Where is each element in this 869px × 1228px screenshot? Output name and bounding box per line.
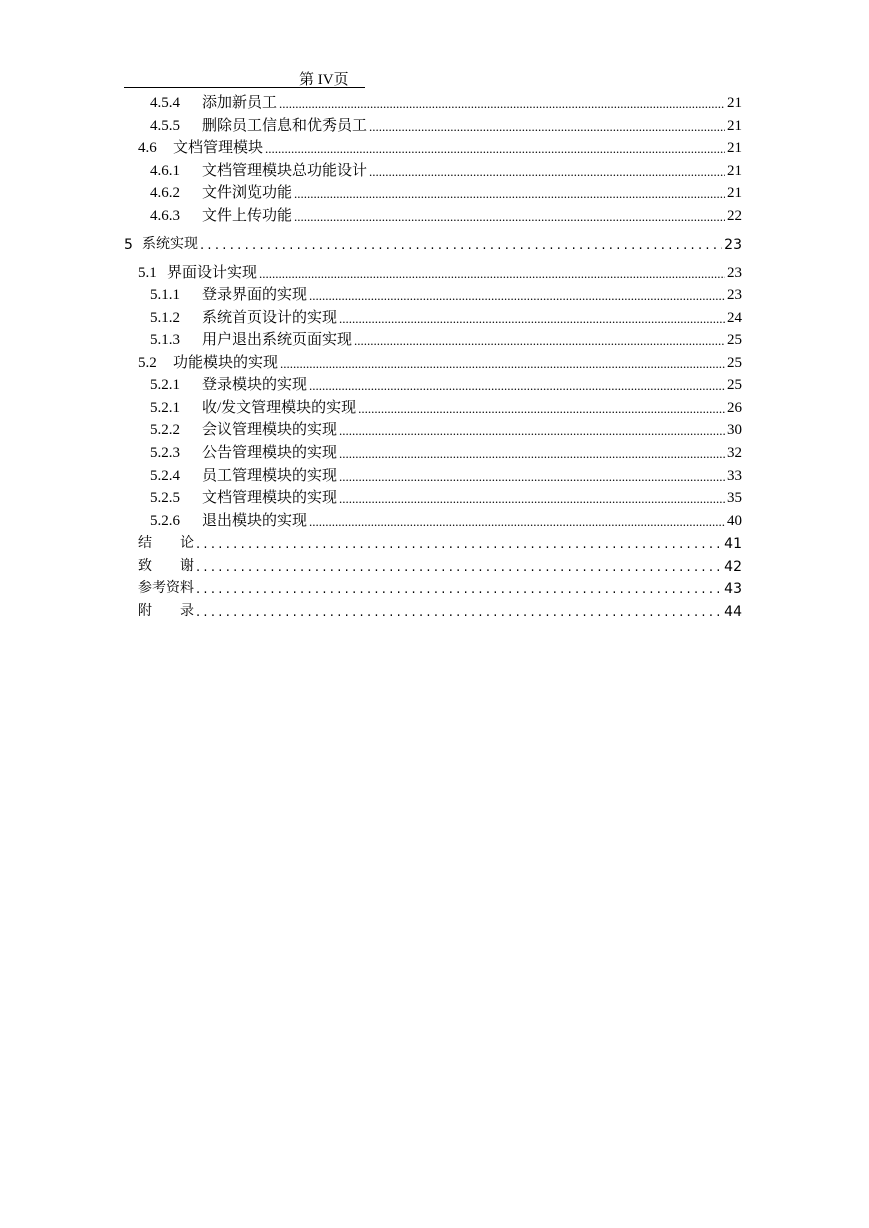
toc-entry-5-2-4[interactable]	[150, 463, 742, 485]
toc-page: 35	[727, 490, 742, 506]
toc-leader-dots	[309, 288, 725, 304]
toc-entry-5-2-5[interactable]	[150, 485, 742, 507]
toc-leader-dots	[309, 378, 725, 394]
toc-entry-4-5-5[interactable]	[150, 113, 742, 135]
toc-number: 4.5.5	[150, 118, 180, 134]
toc-entry-5-2-1[interactable]	[150, 372, 742, 394]
toc-entry-4-6[interactable]	[138, 135, 742, 157]
toc-leader-dots	[339, 446, 725, 462]
toc-entry-4-6-2[interactable]	[150, 180, 742, 202]
toc-entry-5-1-1[interactable]	[150, 282, 742, 304]
toc-title: 附 录	[138, 603, 194, 619]
toc-number: 5.2	[138, 355, 157, 371]
toc-title: 系统首页设计的实现	[202, 310, 338, 326]
toc-page: 22	[727, 208, 742, 224]
toc-number: 5.1.3	[150, 332, 180, 348]
toc-page: 21	[727, 118, 742, 134]
toc-title: 系统实现	[142, 236, 198, 252]
toc-title: 删除员工信息和优秀员工	[202, 118, 368, 134]
toc-title: 公告管理模块的实现	[202, 445, 338, 461]
toc-number: 5.1.1	[150, 287, 180, 303]
toc-entry-5-2-3[interactable]	[150, 440, 742, 462]
toc-title: 文件浏览功能	[202, 185, 293, 201]
toc-title: 致 谢	[138, 558, 194, 574]
toc-page: 23	[727, 287, 742, 303]
toc-leader-dots	[369, 119, 725, 135]
toc-title: 登录界面的实现	[202, 287, 308, 303]
toc-title: 收/发文管理模块的实现	[202, 400, 357, 416]
toc-title: 结 论	[138, 535, 194, 551]
toc-title: 用户退出系统页面实现	[202, 332, 353, 348]
toc-leader-dots	[369, 164, 725, 180]
toc-title: 登录模块的实现	[202, 377, 308, 393]
toc-entry-5-1-2[interactable]	[150, 305, 742, 327]
toc-number: 5.2.1	[150, 377, 180, 393]
toc-leader-dots	[279, 96, 725, 112]
toc-entry-5-1[interactable]	[138, 260, 742, 282]
toc-leader-dots	[339, 423, 725, 439]
toc-leader-dots	[354, 333, 725, 349]
toc-page: 24	[727, 310, 742, 326]
page-number-label: 第 IV页	[299, 72, 349, 88]
toc-leader-dots	[294, 186, 725, 202]
toc-entry-appendix[interactable]	[138, 598, 742, 620]
toc-page: 21	[727, 140, 742, 156]
toc-leader-dots	[196, 581, 722, 597]
toc-title: 退出模块的实现	[202, 513, 308, 529]
toc-page: 21	[727, 95, 742, 111]
toc-number: 5.2.6	[150, 513, 180, 529]
toc-entry-4-6-1[interactable]	[150, 158, 742, 180]
toc-page: 23	[727, 265, 742, 281]
toc-entry-5-2-2[interactable]	[150, 417, 742, 439]
toc-entry-conclusion[interactable]	[138, 530, 742, 552]
toc-page: 41	[724, 536, 742, 552]
toc-entry-references[interactable]	[138, 575, 742, 597]
toc-leader-dots	[196, 536, 722, 552]
toc-title: 员工管理模块的实现	[202, 468, 338, 484]
toc-page: 25	[727, 355, 742, 371]
toc-leader-dots	[339, 311, 725, 327]
toc-number: 5	[124, 237, 133, 253]
toc-entry-5-2[interactable]	[138, 350, 742, 372]
toc-title: 添加新员工	[202, 95, 278, 111]
toc-number: 4.6.2	[150, 185, 180, 201]
toc-leader-dots	[196, 559, 722, 575]
toc-leader-dots	[339, 469, 725, 485]
toc-page: 23	[724, 237, 742, 253]
toc-title: 参考资料	[138, 580, 194, 596]
toc-leader-dots	[196, 604, 722, 620]
toc-page: 42	[724, 559, 742, 575]
toc-page: 30	[727, 422, 742, 438]
toc-number: 5.1	[138, 265, 157, 281]
toc-entry-acknowledgement[interactable]	[138, 553, 742, 575]
toc-number: 4.6.1	[150, 163, 180, 179]
toc-leader-dots	[309, 514, 725, 530]
toc-title: 文档管理模块的实现	[202, 490, 338, 506]
toc-entry-5-1-3[interactable]	[150, 327, 742, 349]
toc-number: 4.6	[138, 140, 157, 156]
toc-page: 21	[727, 163, 742, 179]
toc-leader-dots	[259, 266, 725, 282]
toc-title: 会议管理模块的实现	[202, 422, 338, 438]
toc-number: 5.2.1	[150, 400, 180, 416]
toc-leader-dots	[339, 491, 725, 507]
toc-title: 界面设计实现	[167, 265, 258, 281]
toc-number: 5.2.4	[150, 468, 180, 484]
page-header	[124, 67, 365, 88]
toc-page: 21	[727, 185, 742, 201]
toc-page: 43	[724, 581, 742, 597]
toc-number: 5.1.2	[150, 310, 180, 326]
toc-leader-dots	[200, 237, 722, 253]
toc-page: 25	[727, 332, 742, 348]
toc-page: 44	[724, 604, 742, 620]
toc-title: 文件上传功能	[202, 208, 293, 224]
toc-page: 40	[727, 513, 742, 529]
toc-leader-dots	[294, 209, 725, 225]
toc-title: 功能模块的实现	[173, 355, 279, 371]
toc-number: 5.2.2	[150, 422, 180, 438]
toc-number: 5.2.3	[150, 445, 180, 461]
toc-entry-5-2-1b[interactable]	[150, 395, 742, 417]
toc-page: 32	[727, 445, 742, 461]
toc-entry-5-2-6[interactable]	[150, 508, 742, 530]
toc-entry-4-6-3[interactable]	[150, 203, 742, 225]
toc-page: 25	[727, 377, 742, 393]
toc-leader-dots	[280, 356, 725, 372]
toc-title: 文档管理模块	[173, 140, 264, 156]
toc-title: 文档管理模块总功能设计	[202, 163, 368, 179]
toc-number: 4.5.4	[150, 95, 180, 111]
toc-number: 4.6.3	[150, 208, 180, 224]
toc-entry-4-5-4[interactable]	[150, 90, 742, 112]
toc-number: 5.2.5	[150, 490, 180, 506]
toc-entry-5[interactable]	[124, 231, 742, 253]
toc-page: 33	[727, 468, 742, 484]
toc-leader-dots	[265, 141, 725, 157]
toc-leader-dots	[358, 401, 725, 417]
toc-page: 26	[727, 400, 742, 416]
